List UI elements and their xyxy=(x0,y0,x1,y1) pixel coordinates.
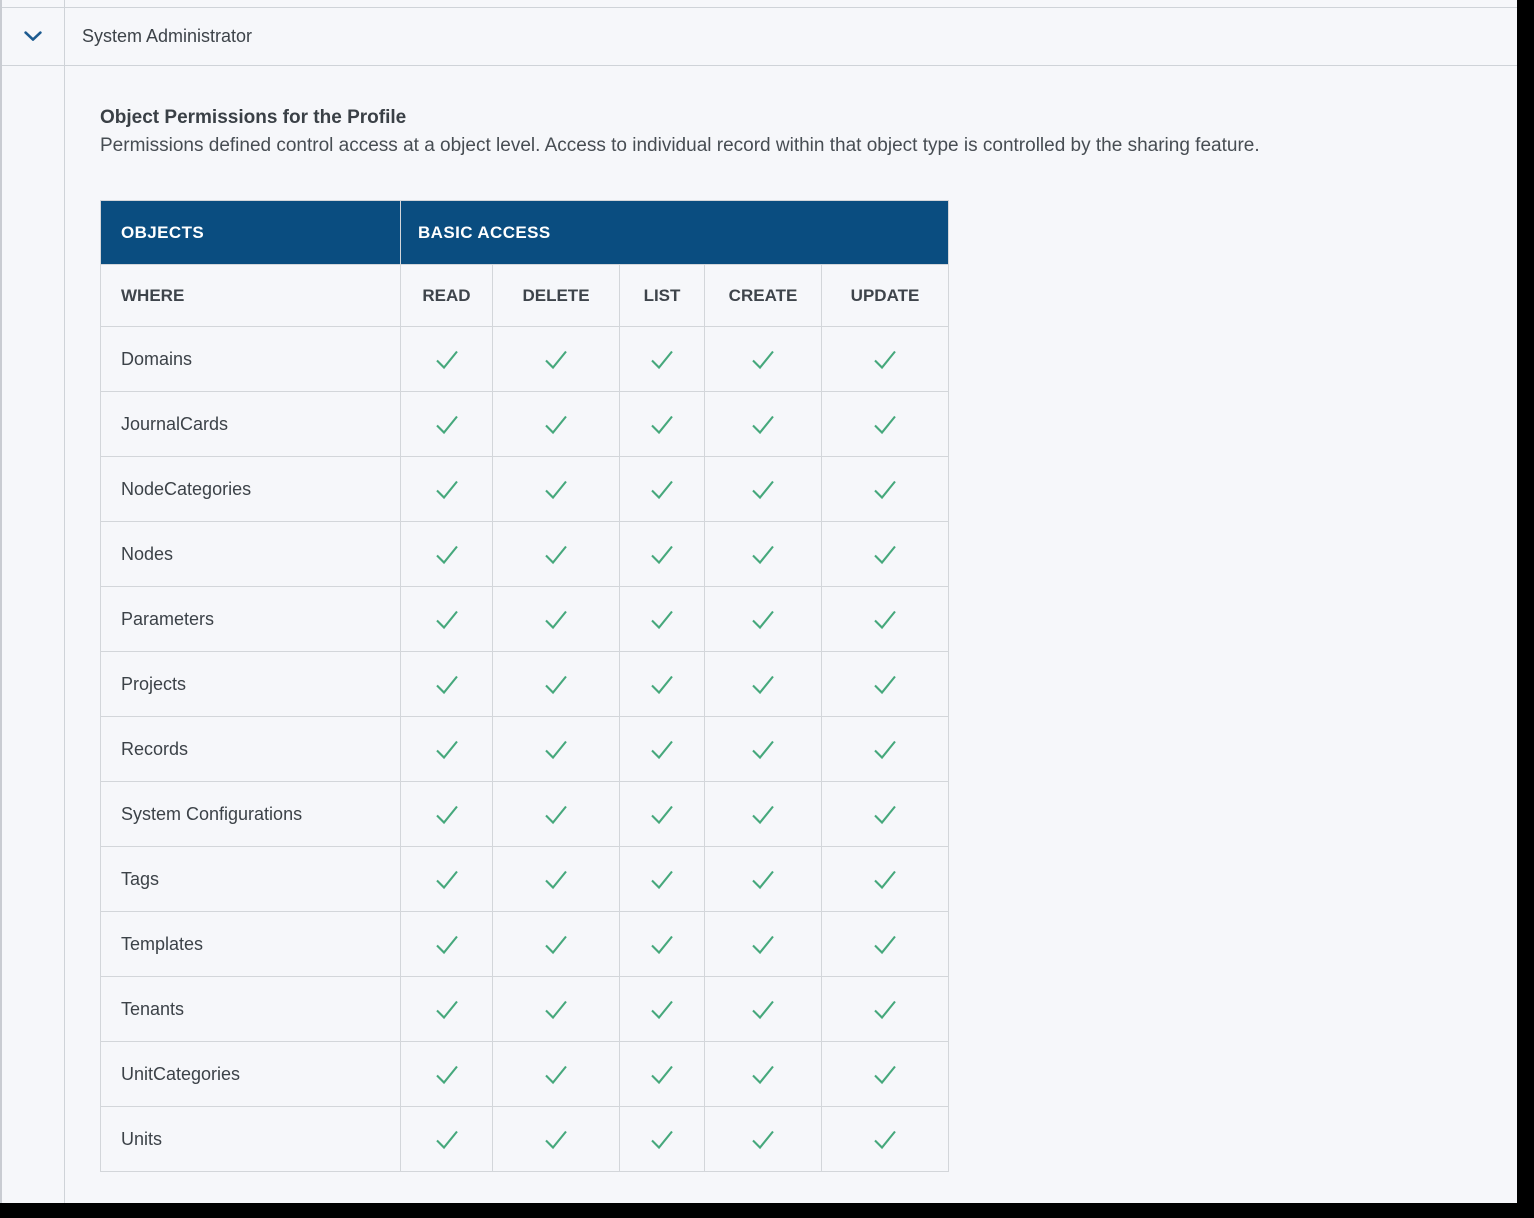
check-icon xyxy=(873,999,897,1020)
check-icon xyxy=(435,349,459,370)
check-icon xyxy=(751,544,775,565)
permission-cell[interactable] xyxy=(705,327,822,392)
check-icon xyxy=(435,479,459,500)
permission-cell[interactable] xyxy=(493,457,620,522)
permission-cell[interactable] xyxy=(493,327,620,392)
permission-cell[interactable] xyxy=(705,392,822,457)
table-row xyxy=(101,652,949,717)
table-row xyxy=(101,522,949,587)
table-row xyxy=(101,1042,949,1107)
permission-cell[interactable] xyxy=(401,1107,493,1172)
permission-cell[interactable] xyxy=(493,1042,620,1107)
permission-cell[interactable] xyxy=(822,782,949,847)
check-icon xyxy=(544,479,568,500)
object-name: System Configurations xyxy=(101,782,401,847)
permission-cell[interactable] xyxy=(620,717,705,782)
permission-cell[interactable] xyxy=(620,587,705,652)
table-row xyxy=(101,717,949,782)
permission-cell[interactable] xyxy=(705,912,822,977)
left-rail xyxy=(2,66,65,1203)
table-row xyxy=(101,782,949,847)
check-icon xyxy=(751,414,775,435)
check-icon xyxy=(435,934,459,955)
permission-cell[interactable] xyxy=(401,717,493,782)
check-icon xyxy=(650,869,674,890)
permission-cell[interactable] xyxy=(822,392,949,457)
permission-cell[interactable] xyxy=(401,522,493,587)
permission-cell[interactable] xyxy=(822,977,949,1042)
permission-cell[interactable] xyxy=(620,652,705,717)
check-icon xyxy=(650,1129,674,1150)
permission-cell[interactable] xyxy=(705,522,822,587)
check-icon xyxy=(544,934,568,955)
object-name: JournalCards xyxy=(101,392,401,457)
check-icon xyxy=(873,349,897,370)
table-row xyxy=(101,392,949,457)
permission-cell[interactable] xyxy=(705,847,822,912)
accordion-toggle-cell[interactable] xyxy=(2,8,65,65)
permission-cell[interactable] xyxy=(620,392,705,457)
check-icon xyxy=(435,544,459,565)
check-icon xyxy=(544,1129,568,1150)
objects-column-header: OBJECTS xyxy=(101,201,401,265)
check-icon xyxy=(873,609,897,630)
table-row xyxy=(101,847,949,912)
accordion-body xyxy=(2,66,1517,1203)
check-icon xyxy=(751,934,775,955)
check-icon xyxy=(544,674,568,695)
permission-cell[interactable] xyxy=(401,1042,493,1107)
check-icon xyxy=(873,674,897,695)
accordion-header[interactable] xyxy=(2,8,1517,66)
check-icon xyxy=(751,609,775,630)
check-icon xyxy=(751,869,775,890)
object-name: Records xyxy=(101,717,401,782)
permission-cell[interactable] xyxy=(705,457,822,522)
table-group-header-row xyxy=(101,201,949,265)
permission-cell[interactable] xyxy=(401,327,493,392)
check-icon xyxy=(435,869,459,890)
permission-cell[interactable] xyxy=(401,587,493,652)
check-icon xyxy=(751,739,775,760)
permission-cell[interactable] xyxy=(620,522,705,587)
check-icon xyxy=(650,1064,674,1085)
chevron-down-icon[interactable] xyxy=(24,31,42,42)
permission-cell[interactable] xyxy=(493,847,620,912)
object-name: Parameters xyxy=(101,587,401,652)
check-icon xyxy=(435,609,459,630)
permission-cell[interactable] xyxy=(493,912,620,977)
permission-cell[interactable] xyxy=(705,1042,822,1107)
check-icon xyxy=(751,479,775,500)
check-icon xyxy=(751,674,775,695)
permission-cell[interactable] xyxy=(401,912,493,977)
check-icon xyxy=(751,999,775,1020)
check-icon xyxy=(435,1129,459,1150)
check-icon xyxy=(544,804,568,825)
check-icon xyxy=(751,1064,775,1085)
left-rail-stub xyxy=(2,0,65,7)
table-row xyxy=(101,977,949,1042)
check-icon xyxy=(650,934,674,955)
check-icon xyxy=(751,804,775,825)
permission-cell[interactable] xyxy=(493,587,620,652)
permission-cell[interactable] xyxy=(822,1042,949,1107)
check-icon xyxy=(873,804,897,825)
permission-cell[interactable] xyxy=(493,717,620,782)
table-column-header-row xyxy=(101,265,949,327)
permission-cell[interactable] xyxy=(705,782,822,847)
permission-cell[interactable] xyxy=(620,977,705,1042)
permission-cell[interactable] xyxy=(822,522,949,587)
check-icon xyxy=(873,479,897,500)
object-permissions-table xyxy=(100,200,949,1172)
permissions-table-body xyxy=(101,327,949,1172)
permission-cell[interactable] xyxy=(401,782,493,847)
permission-cell[interactable] xyxy=(493,782,620,847)
permission-cell[interactable] xyxy=(822,652,949,717)
permission-cell[interactable] xyxy=(705,587,822,652)
permission-cell[interactable] xyxy=(620,457,705,522)
permission-cell[interactable] xyxy=(822,847,949,912)
check-icon xyxy=(435,739,459,760)
permission-cell[interactable] xyxy=(493,977,620,1042)
check-icon xyxy=(435,999,459,1020)
column-header-list: LIST xyxy=(620,265,705,327)
permission-cell[interactable] xyxy=(822,327,949,392)
permission-cell[interactable] xyxy=(493,1107,620,1172)
permission-cell[interactable] xyxy=(401,652,493,717)
object-name: Units xyxy=(101,1107,401,1172)
check-icon xyxy=(873,544,897,565)
table-row xyxy=(101,327,949,392)
check-icon xyxy=(873,869,897,890)
permission-cell[interactable] xyxy=(620,912,705,977)
check-icon xyxy=(544,609,568,630)
check-icon xyxy=(873,1129,897,1150)
permission-cell[interactable] xyxy=(705,1107,822,1172)
permission-cell[interactable] xyxy=(822,587,949,652)
check-icon xyxy=(751,1129,775,1150)
object-name: Nodes xyxy=(101,522,401,587)
table-row xyxy=(101,457,949,522)
check-icon xyxy=(650,544,674,565)
permission-cell[interactable] xyxy=(401,392,493,457)
permission-cell[interactable] xyxy=(705,977,822,1042)
permission-cell[interactable] xyxy=(822,1107,949,1172)
check-icon xyxy=(435,804,459,825)
check-icon xyxy=(544,414,568,435)
object-name: Projects xyxy=(101,652,401,717)
permission-cell[interactable] xyxy=(705,717,822,782)
check-icon xyxy=(544,349,568,370)
permission-cell[interactable] xyxy=(822,912,949,977)
where-column-header: WHERE xyxy=(101,265,401,327)
object-name: Tenants xyxy=(101,977,401,1042)
check-icon xyxy=(435,414,459,435)
table-row xyxy=(101,912,949,977)
section-description: Permissions defined control access at a object level. Access to individual record within that object type is controlled by the sharing feature. xyxy=(100,135,1260,156)
check-icon xyxy=(650,414,674,435)
check-icon xyxy=(873,1064,897,1085)
check-icon xyxy=(544,1064,568,1085)
check-icon xyxy=(650,609,674,630)
check-icon xyxy=(544,869,568,890)
check-icon xyxy=(544,544,568,565)
previous-accordion-row-edge xyxy=(2,0,1517,8)
permission-cell[interactable] xyxy=(620,327,705,392)
permission-cell[interactable] xyxy=(620,847,705,912)
permission-cell[interactable] xyxy=(401,977,493,1042)
check-icon xyxy=(544,999,568,1020)
object-name: Tags xyxy=(101,847,401,912)
check-icon xyxy=(650,674,674,695)
table-row xyxy=(101,1107,949,1172)
column-header-read: READ xyxy=(401,265,493,327)
check-icon xyxy=(751,349,775,370)
object-name: Templates xyxy=(101,912,401,977)
check-icon xyxy=(650,999,674,1020)
check-icon xyxy=(650,739,674,760)
permission-cell[interactable] xyxy=(493,652,620,717)
check-icon xyxy=(650,804,674,825)
permission-cell[interactable] xyxy=(401,847,493,912)
object-name: Domains xyxy=(101,327,401,392)
permission-cell[interactable] xyxy=(822,717,949,782)
table-row xyxy=(101,587,949,652)
permission-cell[interactable] xyxy=(705,652,822,717)
permission-cell[interactable] xyxy=(401,457,493,522)
permission-cell[interactable] xyxy=(620,1042,705,1107)
permission-cell[interactable] xyxy=(822,457,949,522)
check-icon xyxy=(873,414,897,435)
column-header-create: CREATE xyxy=(705,265,822,327)
check-icon xyxy=(435,674,459,695)
permission-cell[interactable] xyxy=(620,782,705,847)
accordion-title: System Administrator xyxy=(82,26,253,46)
permission-cell[interactable] xyxy=(493,392,620,457)
permission-cell[interactable] xyxy=(620,1107,705,1172)
content-area xyxy=(65,66,1517,1203)
object-name: NodeCategories xyxy=(101,457,401,522)
check-icon xyxy=(435,1064,459,1085)
check-icon xyxy=(873,934,897,955)
check-icon xyxy=(544,739,568,760)
permission-cell[interactable] xyxy=(493,522,620,587)
check-icon xyxy=(650,349,674,370)
basic-access-group-header: BASIC ACCESS xyxy=(401,201,949,265)
column-header-delete: DELETE xyxy=(493,265,620,327)
object-name: UnitCategories xyxy=(101,1042,401,1107)
check-icon xyxy=(873,739,897,760)
column-header-update: UPDATE xyxy=(822,265,949,327)
section-title: Object Permissions for the Profile xyxy=(100,107,407,128)
check-icon xyxy=(650,479,674,500)
